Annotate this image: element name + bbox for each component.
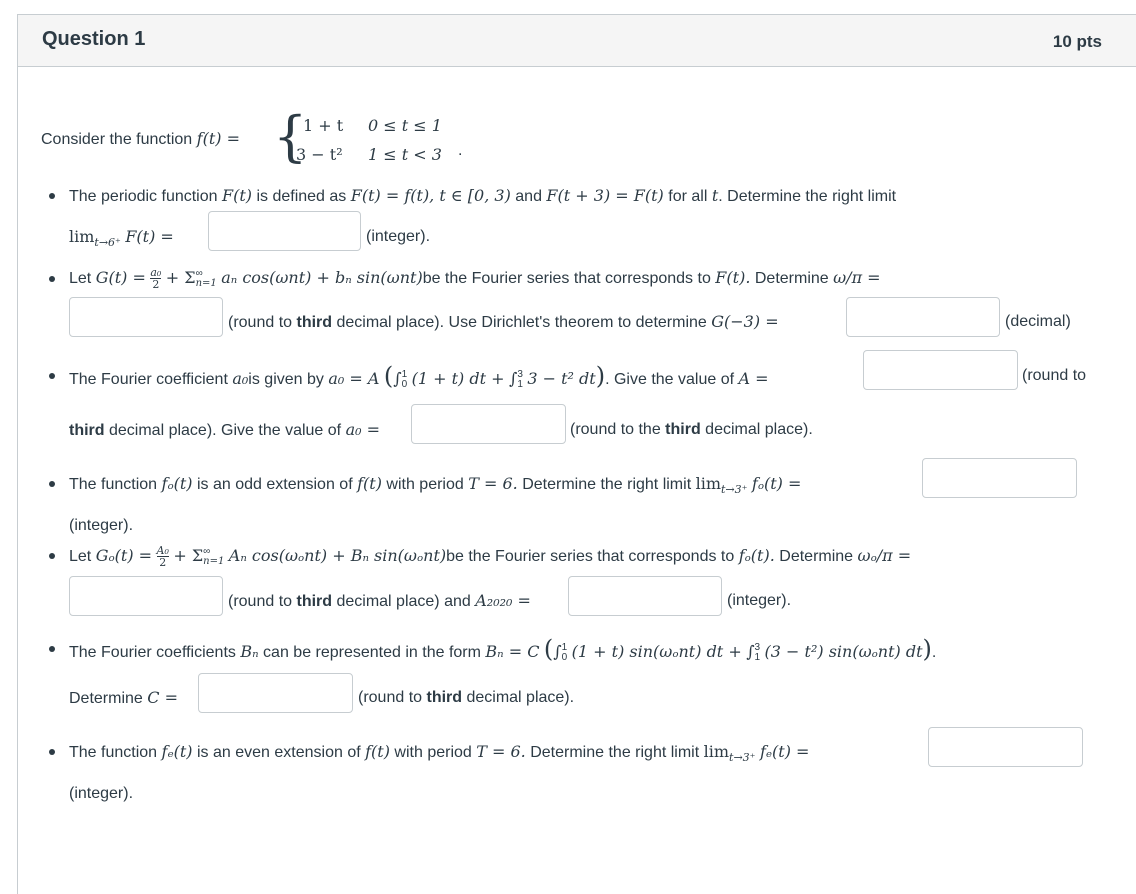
bullet-7 xyxy=(49,749,55,755)
period-dot: . xyxy=(458,142,463,159)
b3-line2: third decimal place). Give the value of a₀ = xyxy=(69,420,381,439)
b5-line2: (round to third decimal place) and A₂₀₂₀ = xyxy=(228,591,531,610)
limit-F-input[interactable] xyxy=(208,211,361,251)
b2-line1: Let G(t) = $\frac{\text{a₀}}{2}$ + Σ ∞ n=1 aₙ cos(ωnt) + bₙ sin(ωnt)be the Fourier series that corresponds to F(t). Determine ω/π = xyxy=(69,266,881,292)
b6-int1-limits: 1 0 xyxy=(561,641,568,663)
omega-o-over-pi-input[interactable] xyxy=(69,576,223,616)
case2-expr: 3 − t² xyxy=(296,145,343,164)
b3-int1-limits: 1 0 xyxy=(401,368,408,390)
b2-hint2: (decimal) xyxy=(1005,313,1071,330)
bullet-3 xyxy=(49,373,55,379)
b2-line2: (round to third decimal place). Use Dirichlet's theorem to determine G(−3) = xyxy=(228,312,779,331)
case2-cond: 1 ≤ t < 3 xyxy=(368,145,442,164)
case1-cond: 0 ≤ t ≤ 1 xyxy=(368,116,442,135)
brace-symbol: { xyxy=(273,105,308,168)
A-value-input[interactable] xyxy=(863,350,1018,390)
b6-hint: (round to third decimal place). xyxy=(358,689,575,706)
intro-text: Consider the function f(t) = xyxy=(41,129,240,148)
question-header xyxy=(18,15,1136,67)
b6-determine: Determine C = xyxy=(69,688,178,707)
A2020-input[interactable] xyxy=(568,576,722,616)
b2-sum-limits: ∞ n=1 xyxy=(195,267,217,289)
b3-line1: The Fourier coefficient a₀is given by a₀ = A (∫ 1 0 (1 + t) dt + ∫ 3 1 3 − t² dt). Give the value of A = xyxy=(69,362,769,390)
bullet-1 xyxy=(49,193,55,199)
bullet-2 xyxy=(49,276,55,282)
b7-line1: The function fₑ(t) is an even extension of f(t) with period T = 6. Determine the right limit $\lim_{t\to 3^+} f_e(t)$ = xyxy=(69,742,810,765)
b1-line1: The periodic function F(t) is defined as F(t) = f(t), t ∈ [0, 3) and F(t + 3) = F(t) for all t. Determine the right limit xyxy=(69,186,897,205)
b3-hint1: (round to xyxy=(1022,367,1087,384)
b3-int2-limits: 3 1 xyxy=(517,368,523,390)
b5-sum-limits: ∞ n=1 xyxy=(203,545,225,567)
b4-line1: The function fₒ(t) is an odd extension of f(t) with period T = 6. Determine the right limit $\lim_{t\to 3^+} f_o(t)$ = xyxy=(69,474,802,497)
bullet-4 xyxy=(49,481,55,487)
b1-limit-expr: $\lim_{t\to 6^+} F(t)$ = xyxy=(69,227,174,250)
b5-line1: Let Gₒ(t) = $\frac{\text{A₀}}{2}$ + Σ ∞ n=1 Aₙ cos(ωₒnt) + Bₙ sin(ωₒnt)be the Fourier series that corresponds to fₒ(t). Determine ωₒ/π = xyxy=(69,544,912,570)
bullet-5 xyxy=(49,553,55,559)
a0-value-input[interactable] xyxy=(411,404,566,444)
b3-hint2: (round to the third decimal place). xyxy=(570,421,813,438)
b2-frac: $\frac{\text{a₀}}{2}$ xyxy=(150,266,162,292)
b6-line1: The Fourier coefficients Bₙ can be represented in the form Bₙ = C (∫ 1 0 (1 + t) sin(ωₒnt) dt + ∫ 3 1 (3 − t²) sin(ωₒnt) dt). xyxy=(69,635,937,663)
G-minus-3-input[interactable] xyxy=(846,297,1000,337)
C-value-input[interactable] xyxy=(198,673,353,713)
b1-hint: (integer). xyxy=(366,228,431,245)
limit-fo-input[interactable] xyxy=(922,458,1077,498)
question-points: 10 pts xyxy=(1052,32,1102,51)
bullet-6 xyxy=(49,646,55,652)
b4-hint: (integer). xyxy=(69,517,134,534)
omega-over-pi-input[interactable] xyxy=(69,297,223,337)
b6-int2-limits: 3 1 xyxy=(754,641,761,663)
question-title: Question 1 xyxy=(42,28,146,50)
b5-hint2: (integer). xyxy=(727,592,792,609)
limit-fe-input[interactable] xyxy=(928,727,1083,767)
b5-frac: $\frac{\text{A₀}}{2}$ xyxy=(156,544,169,570)
b7-hint: (integer). xyxy=(69,785,134,802)
case1-expr: 1 + t xyxy=(303,116,344,135)
